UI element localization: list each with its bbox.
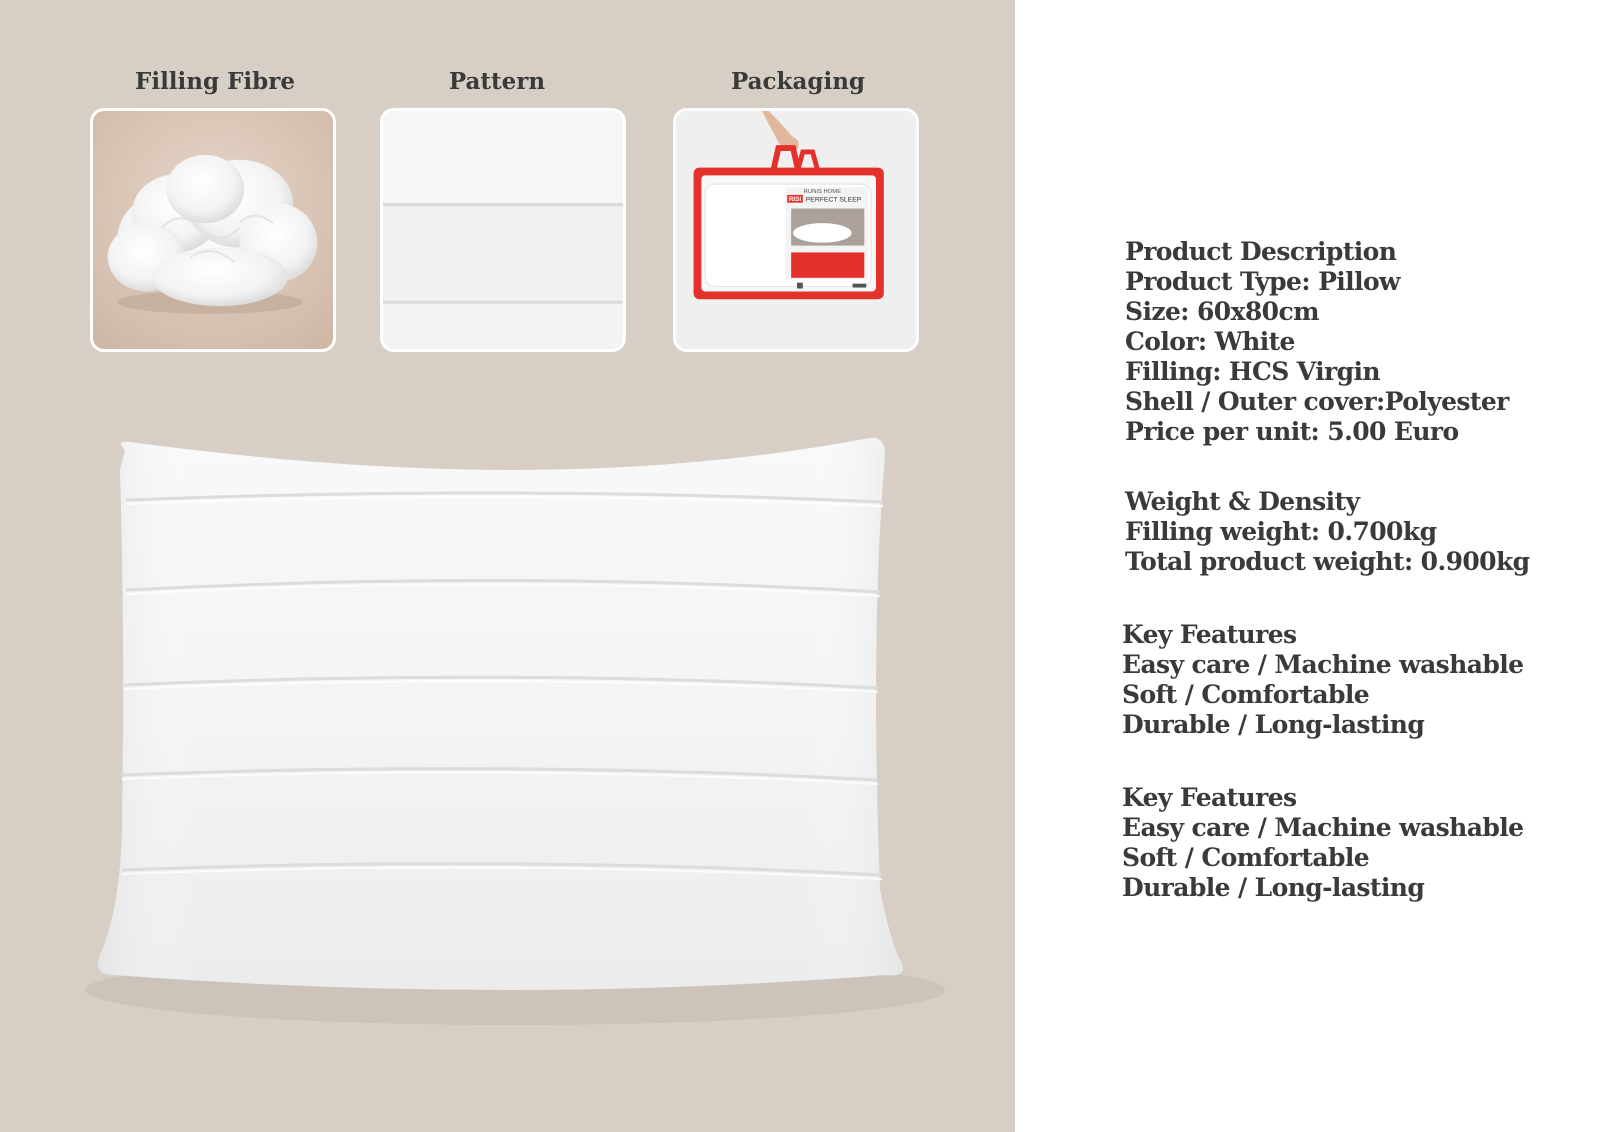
thumb-label-pattern: Pattern bbox=[448, 68, 546, 95]
main-pillow-image bbox=[40, 430, 990, 1080]
thumb-label-packaging: Packaging bbox=[730, 68, 866, 95]
weight-density-section bbox=[1125, 487, 1585, 577]
feature-easy-care: Easy care / Machine washable bbox=[1122, 650, 1524, 679]
spec-size: Size: 60x80cm bbox=[1125, 297, 1319, 326]
weight-density-heading: Weight & Density bbox=[1125, 487, 1360, 516]
key-features-heading: Key Features bbox=[1122, 783, 1297, 812]
packaging-brand-b: PERFECT SLEEP bbox=[805, 196, 862, 204]
spec-filling: Filling: HCS Virgin bbox=[1125, 357, 1380, 386]
pattern-thumbnail[interactable] bbox=[380, 108, 626, 352]
product-description-section bbox=[1125, 237, 1585, 447]
feature-durable: Durable / Long-lasting bbox=[1122, 873, 1425, 902]
feature-durable: Durable / Long-lasting bbox=[1122, 710, 1425, 739]
feature-easy-care: Easy care / Machine washable bbox=[1122, 813, 1524, 842]
spec-filling-weight: Filling weight: 0.700kg bbox=[1125, 517, 1437, 546]
key-features-section-2 bbox=[1122, 783, 1582, 903]
quilted-pattern-image bbox=[383, 111, 623, 349]
feature-soft: Soft / Comfortable bbox=[1122, 843, 1370, 872]
spec-product-type: Product Type: Pillow bbox=[1125, 267, 1400, 296]
filling-fibre-thumbnail[interactable] bbox=[90, 108, 336, 352]
filling-fibre-image bbox=[93, 111, 333, 349]
key-features-heading: Key Features bbox=[1122, 620, 1297, 649]
spec-total-weight: Total product weight: 0.900kg bbox=[1125, 547, 1530, 576]
feature-soft: Soft / Comfortable bbox=[1122, 680, 1370, 709]
packaging-brand-a: RISI bbox=[788, 196, 802, 204]
packaging-brand-small: RUNIS HOME bbox=[803, 188, 842, 195]
key-features-section-1 bbox=[1122, 620, 1582, 740]
packaging-image bbox=[676, 111, 916, 349]
spec-price: Price per unit: 5.00 Euro bbox=[1125, 417, 1459, 446]
product-description-heading: Product Description bbox=[1125, 237, 1397, 266]
spec-shell: Shell / Outer cover:Polyester bbox=[1125, 387, 1509, 416]
quilted-pillow-graphic bbox=[40, 430, 990, 1080]
spec-color: Color: White bbox=[1125, 327, 1295, 356]
packaging-thumbnail[interactable] bbox=[673, 108, 919, 352]
thumb-label-filling-fibre: Filling Fibre bbox=[135, 68, 295, 95]
